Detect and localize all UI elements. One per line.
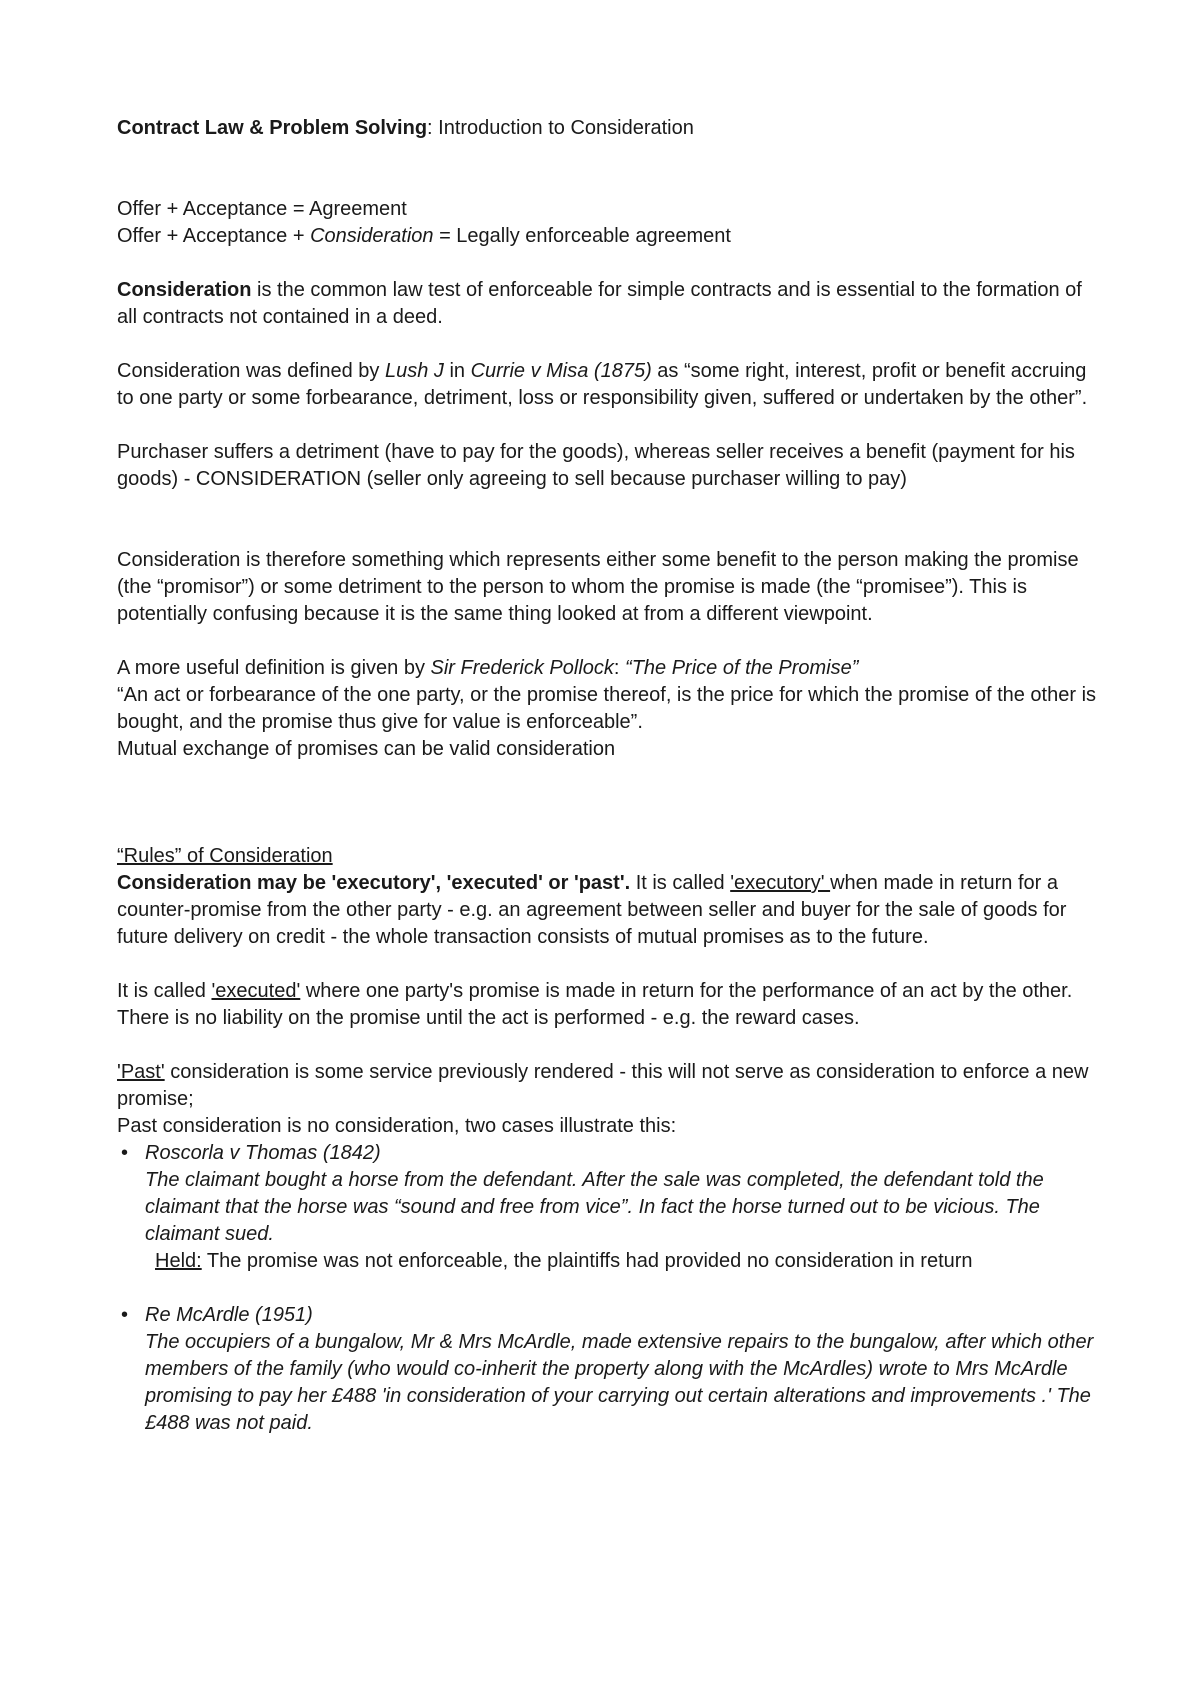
case-held: [145, 1248, 1097, 1275]
case-facts: The occupiers of a bungalow, Mr & Mrs McArdle, made extensive repairs to the bungalow, after which other members of the family (who would co-inherit the property along with the McArdles) wrote to Mrs McArdle promising to pay her £488 'in consideration of your carrying out certain alterations and improvements .' The £488 was not paid.: [145, 1331, 1094, 1434]
pollock-quote-title: “The Price of the Promise”: [625, 657, 859, 679]
formula-line-2-a: Offer + Acceptance +: [117, 225, 311, 247]
title-bold: Contract Law & Problem Solving: [117, 117, 428, 139]
pollock-b: :: [613, 657, 626, 679]
case-name: Roscorla v Thomas (1842): [145, 1142, 381, 1164]
rules-bold: Consideration may be 'executory', 'executed' or 'past'.: [117, 872, 631, 894]
para2-b: in: [443, 360, 471, 382]
held-text: The promise was not enforceable, the plaintiffs had provided no consideration in return: [201, 1250, 973, 1272]
pollock-paragraph: [117, 655, 1097, 682]
list-item: [117, 1140, 1097, 1275]
judge-name: Lush J: [384, 360, 444, 382]
executed-a: It is called: [117, 980, 212, 1002]
consideration-term: Consideration: [117, 279, 252, 301]
currie-v-misa-paragraph: [117, 358, 1097, 412]
rules-heading: “Rules” of Consideration: [117, 845, 333, 867]
executed-term: 'executed': [211, 980, 301, 1002]
executory-paragraph: [117, 870, 1097, 951]
title-rest: : Introduction to Consideration: [427, 117, 694, 139]
past-term: 'Past': [117, 1061, 165, 1083]
formula-line-2: [117, 223, 1097, 250]
list-item: [117, 1302, 1097, 1437]
executed-b: where one party's promise is made in return for the performance of an act by the other. There is no liability on the promise until the act is performed - e.g. the reward cases.: [117, 980, 1073, 1029]
consideration-definition-text: is the common law test of enforceable for simple contracts and is essential to the formation of all contracts not contained in a deed.: [117, 279, 1082, 328]
bullet-icon: •: [121, 1304, 129, 1326]
formula-line-2-c: = Legally enforceable agreement: [433, 225, 731, 247]
held-label: Held:: [155, 1250, 202, 1272]
case-list: [117, 1140, 1097, 1437]
case-name: Currie v Misa (1875): [470, 360, 652, 382]
case-name: Re McArdle (1951): [145, 1304, 313, 1326]
past-b: consideration is some service previously rendered - this will not serve as consideration to enforce a new promise;: [117, 1061, 1089, 1110]
formula-line-1: Offer + Acceptance = Agreement: [117, 198, 407, 220]
benefit-detriment-paragraph: Consideration is therefore something which represents either some benefit to the person making the promise (the “promisor”) or some detriment to the person to whom the promise is made (the “promisee”). This is potentially confusing because it is the same thing looked at from a different viewpoint.: [117, 549, 1079, 625]
para2-c: as “some right, interest, profit or benefit accruing to one party or some forbearance, detriment, loss or responsibility given, suffered or undertaken by the other”.: [117, 360, 1088, 409]
rules-b: when made in return for a counter-promise from the other party - e.g. an agreement between seller and buyer for the sale of goods for future delivery on credit - the whole transaction consists of mutual promises as to the future.: [117, 872, 1067, 948]
past-line: Past consideration is no consideration, two cases illustrate this:: [117, 1115, 677, 1137]
document-body: [117, 115, 1097, 1437]
executory-term: 'executory': [730, 872, 831, 894]
past-paragraph: [117, 1059, 1097, 1113]
pollock-name: Sir Frederick Pollock: [430, 657, 614, 679]
mutual-exchange-note: Mutual exchange of promises can be valid consideration: [117, 738, 616, 760]
pollock-a: A more useful definition is given by: [117, 657, 431, 679]
purchaser-paragraph: Purchaser suffers a detriment (have to pay for the goods), whereas seller receives a benefit (payment for his goods) - CONSIDERATION (seller only agreeing to sell because purchaser willing to pay): [117, 441, 1075, 490]
pollock-quote: “An act or forbearance of the one party, or the promise thereof, is the price for which the promise of the other is bought, and the promise thus give for value is enforceable”.: [117, 684, 1097, 733]
consideration-definition: [117, 277, 1097, 331]
case-facts: The claimant bought a horse from the defendant. After the sale was completed, the defendant told the claimant that the horse was “sound and free from vice”. In fact the horse turned out to be vicious. The claimant sued.: [145, 1169, 1044, 1245]
para2-a: Consideration was defined by: [117, 360, 385, 382]
formula-line-2-term: Consideration: [310, 225, 434, 247]
executed-paragraph: [117, 978, 1097, 1032]
page-title: [117, 115, 1097, 142]
bullet-icon: •: [121, 1142, 129, 1164]
rules-a: It is called: [630, 872, 731, 894]
